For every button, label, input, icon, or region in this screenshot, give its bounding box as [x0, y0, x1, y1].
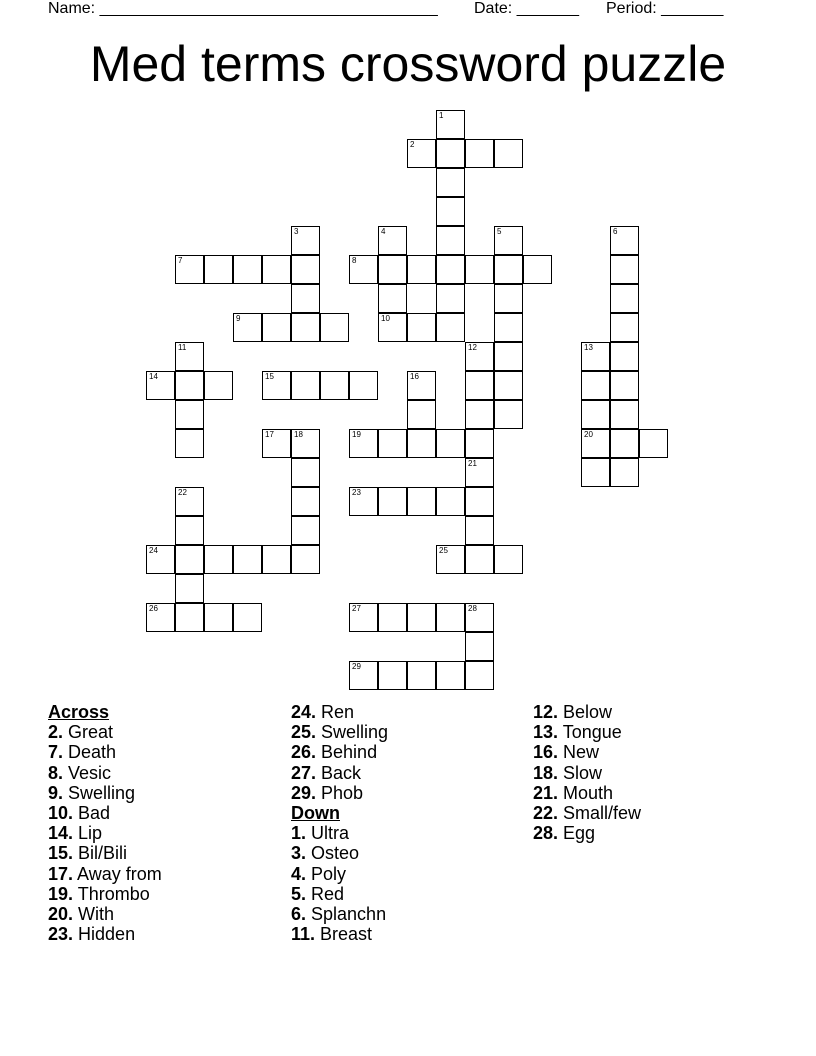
- crossword-cell[interactable]: [262, 545, 291, 574]
- clue-number-label: 11.: [291, 924, 316, 945]
- crossword-cell[interactable]: [465, 516, 494, 545]
- clue-number-label: 10.: [48, 803, 74, 824]
- down-clue: [533, 783, 763, 803]
- down-clue: [533, 722, 763, 742]
- clue-number: 6: [613, 227, 618, 236]
- crossword-cell[interactable]: [262, 371, 291, 400]
- across-clue: [48, 803, 278, 823]
- clue-number: 21: [468, 459, 477, 468]
- page-title: Med terms crossword puzzle: [89, 36, 727, 92]
- clue-number-label: 23.: [48, 924, 74, 945]
- clue-number-label: 25.: [291, 722, 317, 743]
- crossword-cell[interactable]: [436, 226, 465, 255]
- date-field-label[interactable]: Date: _______: [474, 0, 579, 17]
- crossword-cell[interactable]: [610, 371, 639, 400]
- crossword-cell[interactable]: [494, 545, 523, 574]
- clue-text: Egg: [558, 823, 596, 844]
- crossword-cell[interactable]: [610, 342, 639, 371]
- clue-text: With: [73, 904, 115, 925]
- across-clue: [48, 722, 278, 742]
- clue-number: 22: [178, 488, 187, 497]
- crossword-cell[interactable]: [610, 313, 639, 342]
- clue-text: Great: [63, 722, 114, 743]
- clue-text: Swelling: [316, 722, 389, 743]
- crossword-cell[interactable]: [175, 574, 204, 603]
- crossword-cell[interactable]: [494, 371, 523, 400]
- crossword-cell[interactable]: [320, 313, 349, 342]
- crossword-cell[interactable]: [465, 255, 494, 284]
- clue-number-label: 6.: [291, 904, 307, 925]
- crossword-cell[interactable]: [436, 487, 465, 516]
- down-clue: [533, 803, 763, 823]
- clue-text: Ren: [316, 702, 355, 722]
- crossword-cell[interactable]: [175, 545, 204, 574]
- crossword-cell[interactable]: [407, 603, 436, 632]
- clue-number-label: 19.: [48, 883, 74, 904]
- crossword-cell[interactable]: [407, 139, 436, 168]
- down-clue: [533, 742, 763, 762]
- crossword-cell[interactable]: [436, 429, 465, 458]
- clue-number: 9: [236, 314, 241, 323]
- crossword-cell[interactable]: [146, 603, 175, 632]
- clue-number: 28: [468, 604, 477, 613]
- crossword-cell[interactable]: [436, 168, 465, 197]
- clue-text: Bil/Bili: [73, 843, 128, 864]
- crossword-cell[interactable]: [494, 139, 523, 168]
- crossword-cell[interactable]: [378, 255, 407, 284]
- crossword-cell[interactable]: [581, 342, 610, 371]
- crossword-cell[interactable]: [610, 226, 639, 255]
- crossword-cell[interactable]: [436, 110, 465, 139]
- clue-number: 1: [439, 111, 444, 120]
- clue-number-label: 20.: [48, 904, 74, 925]
- clue-text: Red: [306, 883, 345, 904]
- crossword-cell[interactable]: [204, 545, 233, 574]
- clue-number: 16: [410, 372, 419, 381]
- across-clue-list-continued: [291, 702, 521, 803]
- clue-number: 26: [149, 604, 158, 613]
- across-clue: [48, 904, 278, 924]
- crossword-cell[interactable]: [465, 139, 494, 168]
- crossword-cell[interactable]: [639, 429, 668, 458]
- clue-number: 17: [265, 430, 274, 439]
- crossword-cell[interactable]: [291, 313, 320, 342]
- clue-text: Death: [63, 742, 117, 763]
- clue-text: Phob: [316, 782, 364, 803]
- crossword-cell[interactable]: [494, 342, 523, 371]
- clue-number: 24: [149, 546, 158, 555]
- down-heading: Down: [291, 803, 340, 824]
- clue-text: Below: [558, 702, 613, 722]
- across-clue-list: [48, 722, 278, 944]
- clue-number: 29: [352, 662, 361, 671]
- crossword-cell[interactable]: [291, 226, 320, 255]
- crossword-cell[interactable]: [378, 313, 407, 342]
- across-clue: [291, 742, 521, 762]
- crossword-cell[interactable]: [465, 545, 494, 574]
- clue-number-label: 15.: [48, 843, 74, 864]
- crossword-cell[interactable]: [581, 458, 610, 487]
- crossword-cell[interactable]: [233, 545, 262, 574]
- crossword-cell[interactable]: [494, 313, 523, 342]
- crossword-cell[interactable]: [262, 255, 291, 284]
- crossword-cell[interactable]: [175, 342, 204, 371]
- clue-number: 8: [352, 256, 357, 265]
- down-clue: [291, 843, 521, 863]
- crossword-cell[interactable]: [146, 545, 175, 574]
- crossword-cell[interactable]: [436, 197, 465, 226]
- crossword-cell[interactable]: [378, 661, 407, 690]
- crossword-cell[interactable]: [378, 226, 407, 255]
- crossword-cell[interactable]: [175, 487, 204, 516]
- crossword-cell[interactable]: [465, 371, 494, 400]
- crossword-cell[interactable]: [465, 342, 494, 371]
- across-clue: [291, 763, 521, 783]
- clue-number: 10: [381, 314, 390, 323]
- crossword-cell[interactable]: [378, 603, 407, 632]
- clue-number: 14: [149, 372, 158, 381]
- clue-number-label: 8.: [48, 762, 64, 783]
- crossword-cell[interactable]: [262, 429, 291, 458]
- clue-number-label: 7.: [48, 742, 64, 763]
- clue-number-label: 17.: [48, 863, 74, 884]
- crossword-cell[interactable]: [349, 429, 378, 458]
- down-clue: [291, 864, 521, 884]
- crossword-cell[interactable]: [465, 632, 494, 661]
- clue-number-label: 21.: [533, 782, 559, 803]
- crossword-cell[interactable]: [146, 371, 175, 400]
- crossword-cell[interactable]: [349, 255, 378, 284]
- crossword-cell[interactable]: [175, 429, 204, 458]
- crossword-cell[interactable]: [523, 255, 552, 284]
- crossword-cell[interactable]: [494, 400, 523, 429]
- crossword-cell[interactable]: [610, 284, 639, 313]
- clue-number: 23: [352, 488, 361, 497]
- clue-text: Vesic: [63, 762, 112, 783]
- clue-number: 20: [584, 430, 593, 439]
- across-clue: [291, 702, 521, 722]
- clues-column-2: [291, 702, 521, 944]
- crossword-cell[interactable]: [291, 458, 320, 487]
- crossword-cell[interactable]: [349, 487, 378, 516]
- clue-text: Behind: [316, 742, 378, 763]
- crossword-cell[interactable]: [233, 603, 262, 632]
- crossword-cell[interactable]: [262, 313, 291, 342]
- down-clue: [291, 823, 521, 843]
- crossword-cell[interactable]: [204, 603, 233, 632]
- across-clue: [48, 742, 278, 762]
- clue-number-label: 16.: [533, 742, 559, 763]
- crossword-cell[interactable]: [204, 255, 233, 284]
- clue-text: Lip: [73, 823, 103, 844]
- crossword-cell[interactable]: [291, 516, 320, 545]
- clues-column-1: [48, 702, 278, 944]
- clue-number: 3: [294, 227, 299, 236]
- crossword-cell[interactable]: [436, 284, 465, 313]
- down-clue-list: [291, 823, 521, 944]
- clue-text: Hidden: [73, 924, 136, 945]
- crossword-cell[interactable]: [610, 255, 639, 284]
- clue-number-label: 2.: [48, 722, 64, 743]
- crossword-cell[interactable]: [320, 371, 349, 400]
- crossword-cell[interactable]: [436, 139, 465, 168]
- across-clue: [48, 864, 278, 884]
- clue-text: Back: [316, 762, 362, 783]
- across-clue: [48, 783, 278, 803]
- across-clue: [48, 924, 278, 944]
- down-clue: [291, 924, 521, 944]
- crossword-cell[interactable]: [436, 313, 465, 342]
- crossword-cell[interactable]: [175, 603, 204, 632]
- crossword-cell[interactable]: [291, 284, 320, 313]
- clue-number: 13: [584, 343, 593, 352]
- across-clue: [48, 843, 278, 863]
- crossword-cell[interactable]: [349, 371, 378, 400]
- across-clue: [48, 884, 278, 904]
- crossword-cell[interactable]: [610, 458, 639, 487]
- down-clue: [533, 702, 763, 722]
- clue-number: 12: [468, 343, 477, 352]
- clue-text: Thrombo: [73, 883, 150, 904]
- crossword-cell[interactable]: [436, 255, 465, 284]
- clue-text: New: [558, 742, 600, 763]
- clue-number: 2: [410, 140, 415, 149]
- crossword-cell[interactable]: [175, 255, 204, 284]
- clue-number-label: 5.: [291, 883, 307, 904]
- crossword-cell[interactable]: [407, 429, 436, 458]
- clues-column-3: [533, 702, 763, 843]
- clue-number-label: 9.: [48, 782, 64, 803]
- clue-number-label: 28.: [533, 823, 559, 844]
- crossword-cell[interactable]: [610, 429, 639, 458]
- clue-text: Swelling: [63, 782, 136, 803]
- crossword-cell[interactable]: [436, 661, 465, 690]
- clue-text: Osteo: [306, 843, 360, 864]
- crossword-cell[interactable]: [233, 255, 262, 284]
- crossword-cell[interactable]: [291, 371, 320, 400]
- crossword-cell[interactable]: [465, 487, 494, 516]
- crossword-cell[interactable]: [291, 487, 320, 516]
- crossword-cell[interactable]: [581, 429, 610, 458]
- clue-number: 19: [352, 430, 361, 439]
- crossword-cell[interactable]: [610, 400, 639, 429]
- clue-number: 4: [381, 227, 386, 236]
- crossword-cell[interactable]: [407, 313, 436, 342]
- clue-number: 18: [294, 430, 303, 439]
- crossword-cell[interactable]: [581, 371, 610, 400]
- crossword-cell[interactable]: [407, 255, 436, 284]
- down-clue-list-continued: [533, 702, 763, 843]
- clue-text: Splanchn: [306, 904, 387, 925]
- crossword-cell[interactable]: [204, 371, 233, 400]
- across-heading: Across: [48, 702, 110, 722]
- crossword-cell[interactable]: [465, 661, 494, 690]
- clue-text: Ultra: [306, 823, 350, 844]
- crossword-cell[interactable]: [407, 400, 436, 429]
- clue-text: Away from: [73, 863, 162, 884]
- clue-text: Mouth: [558, 782, 614, 803]
- clue-text: Poly: [306, 863, 347, 884]
- across-clue: [48, 823, 278, 843]
- crossword-cell[interactable]: [465, 458, 494, 487]
- clue-number-label: 27.: [291, 762, 317, 783]
- crossword-cell[interactable]: [378, 284, 407, 313]
- crossword-cell[interactable]: [175, 400, 204, 429]
- clue-number: 25: [439, 546, 448, 555]
- crossword-cell[interactable]: [378, 429, 407, 458]
- clue-number: 7: [178, 256, 183, 265]
- crossword-cell[interactable]: [349, 661, 378, 690]
- crossword-cell[interactable]: [175, 516, 204, 545]
- crossword-cell[interactable]: [436, 545, 465, 574]
- crossword-cell[interactable]: [407, 487, 436, 516]
- clue-text: Small/few: [558, 803, 642, 824]
- clue-number: 5: [497, 227, 502, 236]
- crossword-cell[interactable]: [349, 603, 378, 632]
- crossword-cell[interactable]: [291, 545, 320, 574]
- crossword-cell[interactable]: [465, 603, 494, 632]
- crossword-cell[interactable]: [233, 313, 262, 342]
- crossword-cell[interactable]: [494, 284, 523, 313]
- clue-number-label: 18.: [533, 762, 559, 783]
- crossword-cell[interactable]: [494, 255, 523, 284]
- clue-number-label: 3.: [291, 843, 307, 864]
- clue-number: 15: [265, 372, 274, 381]
- clue-number-label: 4.: [291, 863, 307, 884]
- crossword-cell[interactable]: [291, 255, 320, 284]
- crossword-cell[interactable]: [407, 371, 436, 400]
- clue-number-label: 14.: [48, 823, 74, 844]
- clue-text: Bad: [73, 803, 111, 824]
- crossword-cell[interactable]: [378, 487, 407, 516]
- period-field-label[interactable]: Period: _______: [606, 0, 724, 17]
- down-clue: [291, 904, 521, 924]
- down-clue: [533, 763, 763, 783]
- crossword-cell[interactable]: [581, 400, 610, 429]
- clue-text: Tongue: [558, 722, 622, 743]
- down-clue: [533, 823, 763, 843]
- clue-number-label: 12.: [533, 702, 559, 722]
- clue-number-label: 1.: [291, 823, 307, 844]
- across-clue: [291, 783, 521, 803]
- clue-number: 11: [178, 343, 187, 352]
- crossword-cell[interactable]: [465, 429, 494, 458]
- clue-text: Slow: [558, 762, 603, 783]
- down-clue: [291, 884, 521, 904]
- clue-text: Breast: [315, 924, 373, 945]
- clue-number-label: 29.: [291, 782, 317, 803]
- crossword-cell[interactable]: [494, 226, 523, 255]
- crossword-cell[interactable]: [436, 603, 465, 632]
- crossword-cell[interactable]: [291, 429, 320, 458]
- clue-number-label: 13.: [533, 722, 559, 743]
- crossword-cell[interactable]: [175, 371, 204, 400]
- across-clue: [48, 763, 278, 783]
- clue-number-label: 22.: [533, 803, 559, 824]
- clue-number-label: 24.: [291, 702, 317, 722]
- crossword-cell[interactable]: [407, 661, 436, 690]
- clue-number-label: 26.: [291, 742, 317, 763]
- across-clue: [291, 722, 521, 742]
- clue-number: 27: [352, 604, 361, 613]
- name-field-label[interactable]: Name: ______________________________________: [48, 0, 438, 17]
- crossword-cell[interactable]: [465, 400, 494, 429]
